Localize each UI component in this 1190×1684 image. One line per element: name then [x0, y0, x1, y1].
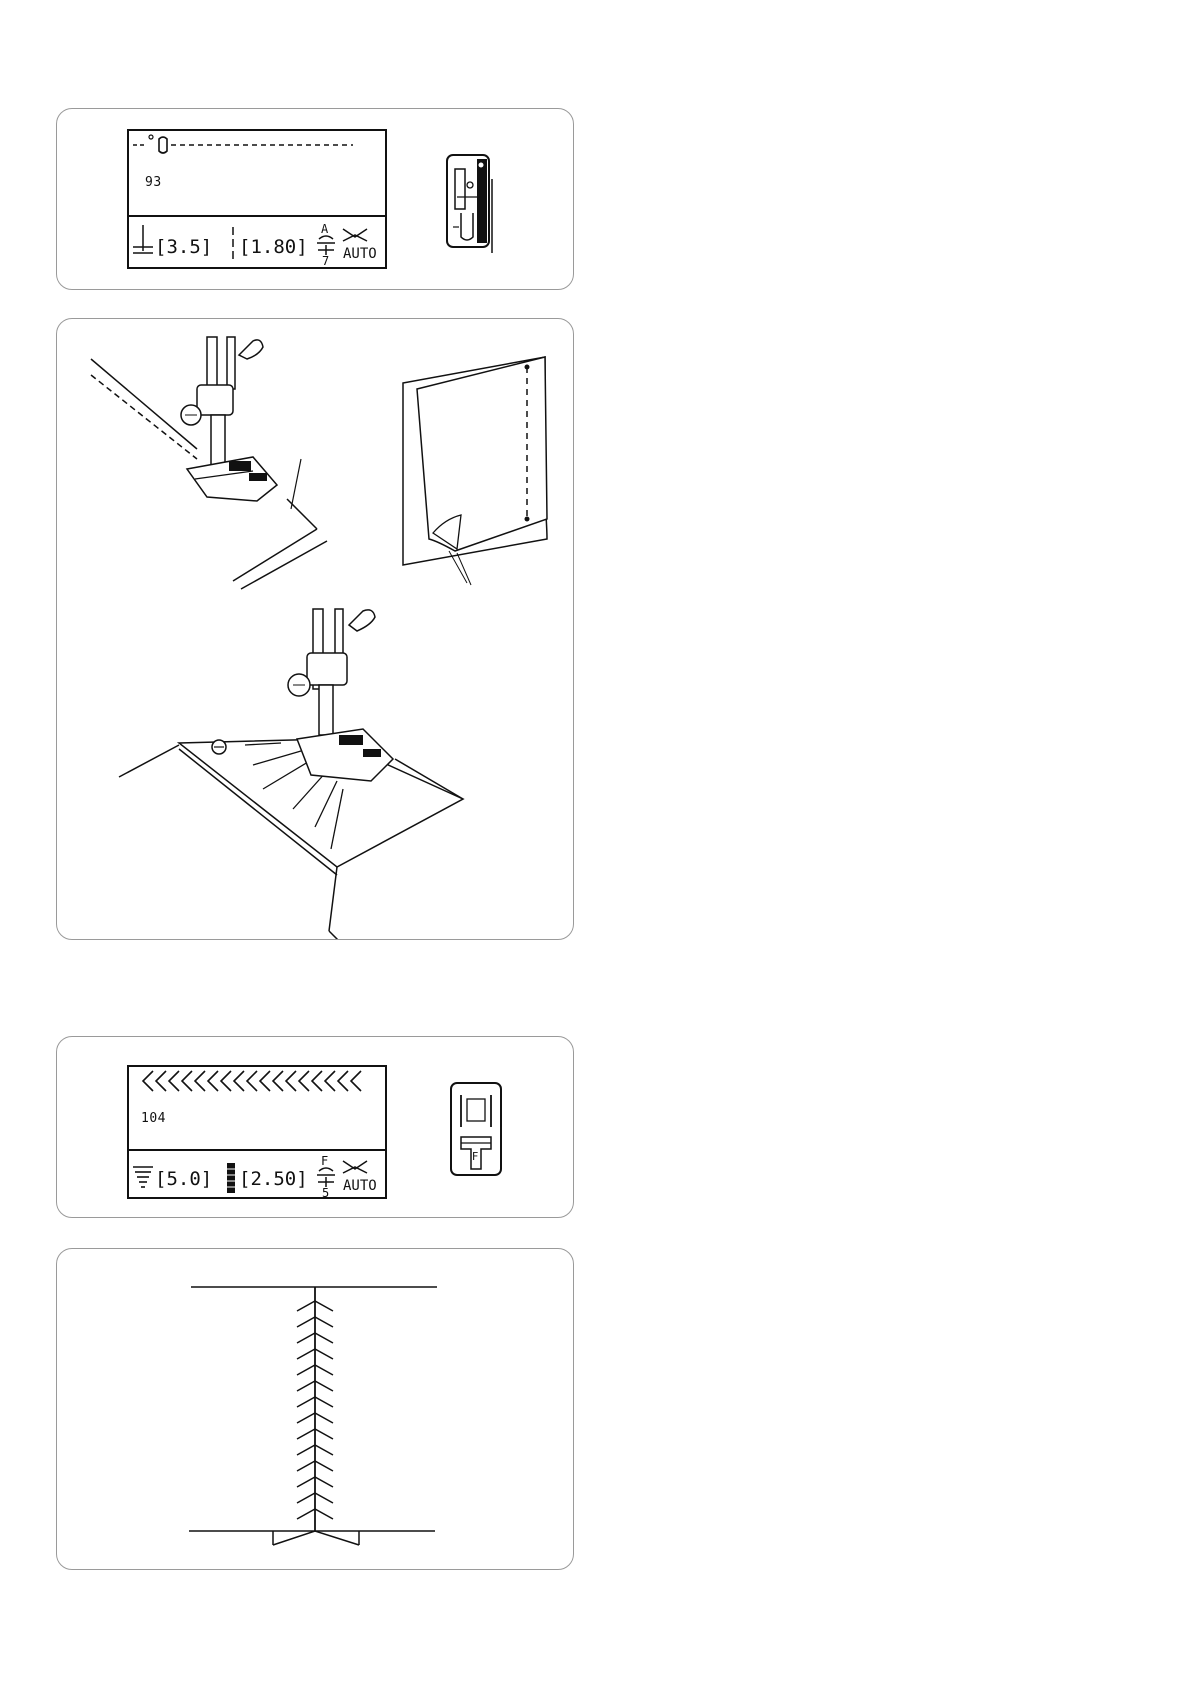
- presser-foot-code: F: [321, 1154, 329, 1168]
- width-value: [5.0]: [155, 1168, 213, 1190]
- fagoting-stitch-seam-illustration: [57, 1249, 574, 1570]
- pattern-number: 104: [141, 1111, 166, 1126]
- pattern-number: 93: [145, 175, 162, 190]
- foot-pressure-value: 7: [322, 254, 330, 268]
- length-value: [1.80]: [239, 236, 308, 258]
- panel-fagoting-illustration: [56, 1248, 574, 1570]
- thread-tension-mode: AUTO: [343, 1178, 377, 1194]
- foot-letter-label: F: [472, 1150, 479, 1163]
- width-value: [3.5]: [155, 236, 213, 258]
- length-value: [2.50]: [239, 1168, 308, 1190]
- panel-illustrations-seam: [56, 318, 574, 940]
- presser-foot-code: A: [321, 222, 329, 236]
- satin-foot-F-icon: [57, 1037, 574, 1218]
- presser-foot-with-seam-guide-illustration: [57, 319, 574, 940]
- thread-tension-mode: AUTO: [343, 246, 377, 262]
- zigzag-foot-A-icon: [57, 109, 574, 290]
- foot-pressure-value: 5: [322, 1186, 330, 1200]
- panel-stitch-104: [56, 1036, 574, 1218]
- panel-stitch-93: [56, 108, 574, 290]
